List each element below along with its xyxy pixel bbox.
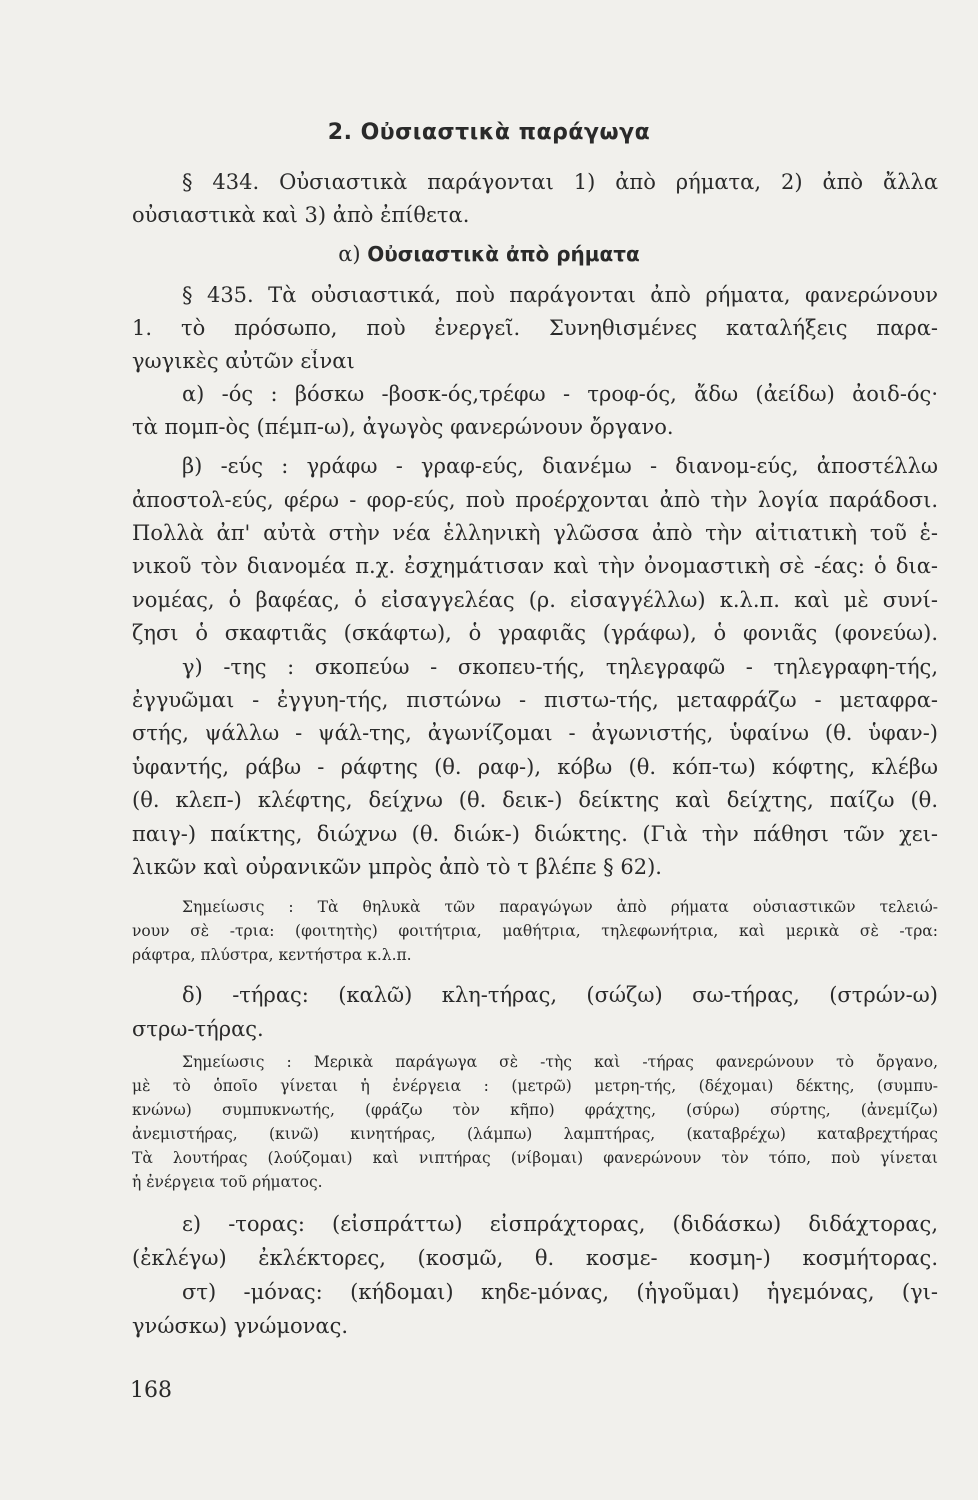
text-line: (ἐκλέγω) ἐκλέκτορες, (κοσμῶ, θ. κοσμε- κοσμη-) κοσμήτορας. xyxy=(132,1246,938,1270)
subsection-title: Οὐσιαστικὰ ἀπὸ ρήματα xyxy=(367,242,640,266)
text-line: 1. τὸ πρόσωπο, ποὺ ἐνεργεῖ. Συνηθισμένες καταλήξεις παρα- xyxy=(132,316,938,340)
text-line: γωγικὲς αὐτῶν εἶναι xyxy=(132,349,355,373)
text-line: παιγ-) παίκτης, διώχνω (θ. διώκ-) διώκτης. (Γιὰ τὴν πάθησι τῶν χει- xyxy=(132,822,938,846)
text-line: ἐγγυῶμαι - ἐγγυη-τής, πιστώνω - πιστω-τής, μεταφράζω - μεταφρα- xyxy=(132,688,938,712)
note-line: νουν σὲ -τρια: (φοιτητὴς) φοιτήτρια, μαθήτρια, τηλεφωνήτρια, καὶ μερικὰ σὲ -τρα: xyxy=(132,922,938,940)
note-line: ἡ ἐνέργεια τοῦ ρήματος. xyxy=(132,1173,323,1191)
text-line: γνώσκω) γνώμονας. xyxy=(132,1314,349,1338)
note-line: Σημείωσις : Τὰ θηλυκὰ τῶν παραγώγων ἀπὸ ρήματα οὐσιαστικῶν τελειώ- xyxy=(182,898,938,916)
text-line: λικῶν καὶ οὐρανικῶν μπρὸς ἀπὸ τὸ τ βλέπε § 62). xyxy=(132,855,662,879)
text-line: δ) -τήρας: (καλῶ) κλη-τήρας, (σώζω) σω-τήρας, (στρών-ω) xyxy=(182,983,938,1007)
text-line: ὑφαντής, ράβω - ράφτης (θ. ραφ-), κόβω (θ. κόπ-τω) κόφτης, κλέβω xyxy=(132,755,938,779)
page-number: 168 xyxy=(130,1378,172,1403)
note-line: μὲ τὸ ὁποῖο γίνεται ἡ ἐνέργεια : (μετρῶ) μετρη-τής, (δέχομαι) δέκτης, (συμπυ- xyxy=(132,1077,938,1095)
text-line: ἀποστολ-εύς, φέρω - φορ-εύς, ποὺ προέρχονται ἀπὸ τὴν λογία παράδοσι. xyxy=(132,488,938,512)
note-line: Τὰ λουτήρας (λούζομαι) καὶ νιπτήρας (νίβομαι) φανερώνουν τὸν τόπο, ποὺ γίνεται xyxy=(132,1149,938,1167)
text-line: ε) -τορας: (εἰσπράττω) εἰσπράχτορας, (διδάσκω) διδάχτορας, xyxy=(182,1212,938,1236)
subsection-heading xyxy=(0,242,978,266)
note-line: ἀνεμιστήρας, (κινῶ) κινητήρας, (λάμπω) λαμπτήρας, (καταβρέχω) καταβρεχτήρας xyxy=(132,1125,938,1143)
text-line: α) -ός : βόσκω -βοσκ-ός,τρέφω - τροφ-ός, ἄδω (ἀείδω) ἀοιδ-ός· xyxy=(182,382,938,406)
text-line: β) -εύς : γράφω - γραφ-εύς, διανέμω - διανομ-εύς, ἀποστέλλω xyxy=(182,454,938,478)
subsection-label: α) xyxy=(338,242,361,266)
note-line: Σημείωσις : Μερικὰ παράγωγα σὲ -τὴς καὶ -τήρας φανερώνουν τὸ ὄργανο, xyxy=(182,1053,938,1071)
text-line: στρω-τήρας. xyxy=(132,1017,264,1041)
text-line: νικοῦ τὸν διανομέα π.χ. ἐσχημάτισαν καὶ τὴν ὀνομαστικὴ σὲ -έας: ὁ δια- xyxy=(132,554,938,578)
text-line: § 435. Τὰ οὐσιαστικά, ποὺ παράγονται ἀπὸ ρήματα, φανερώνουν xyxy=(182,283,938,307)
text-line: (θ. κλεπ-) κλέφτης, δείχνω (θ. δεικ-) δείκτης καὶ δείχτης, παίζω (θ. xyxy=(132,788,938,812)
section-title: 2. Οὐσιαστικὰ παράγωγα xyxy=(327,120,651,145)
text-line: νομέας, ὁ βαφέας, ὁ εἰσαγγελέας (ρ. εἰσαγγέλλω) κ.λ.π. καὶ μὲ συνί- xyxy=(132,588,938,612)
text-line: Πολλὰ ἀπ' αὐτὰ στὴν νέα ἑλληνικὴ γλῶσσα ἀπὸ τὴν αἰτιατικὴ τοῦ ἑ- xyxy=(132,521,938,545)
text-line: οὐσιαστικὰ καὶ 3) ἀπὸ ἐπίθετα. xyxy=(132,203,470,227)
text-line: τὰ πομπ-ὸς (πέμπ-ω), ἀγωγὸς φανερώνουν ὄργανο. xyxy=(132,415,674,439)
text-line: § 434. Οὐσιαστικὰ παράγονται 1) ἀπὸ ρήματα, 2) ἀπὸ ἄλλα xyxy=(182,170,938,194)
text-line: ζησι ὁ σκαφτιᾶς (σκάφτω), ὁ γραφιᾶς (γράφω), ὁ φονιᾶς (φονεύω). xyxy=(132,621,938,645)
note-line: ράφτρα, πλύστρα, κεντήστρα κ.λ.π. xyxy=(132,946,412,964)
text-line: στής, ψάλλω - ψάλ-της, ἀγωνίζομαι - ἀγωνιστής, ὑφαίνω (θ. ὑφαν-) xyxy=(132,721,938,745)
text-line: στ) -μόνας: (κήδομαι) κηδε-μόνας, (ἡγοῦμαι) ἡγεμόνας, (γι- xyxy=(182,1280,938,1304)
text-line: γ) -της : σκοπεύω - σκοπευ-τής, τηλεγραφῶ - τηλεγραφη-τής, xyxy=(182,655,938,679)
note-line: κνώνω) συμπυκνωτής, (φράζω τὸν κῆπο) φράχτης, (σύρω) σύρτης, (ἀνεμίζω) xyxy=(132,1101,938,1119)
